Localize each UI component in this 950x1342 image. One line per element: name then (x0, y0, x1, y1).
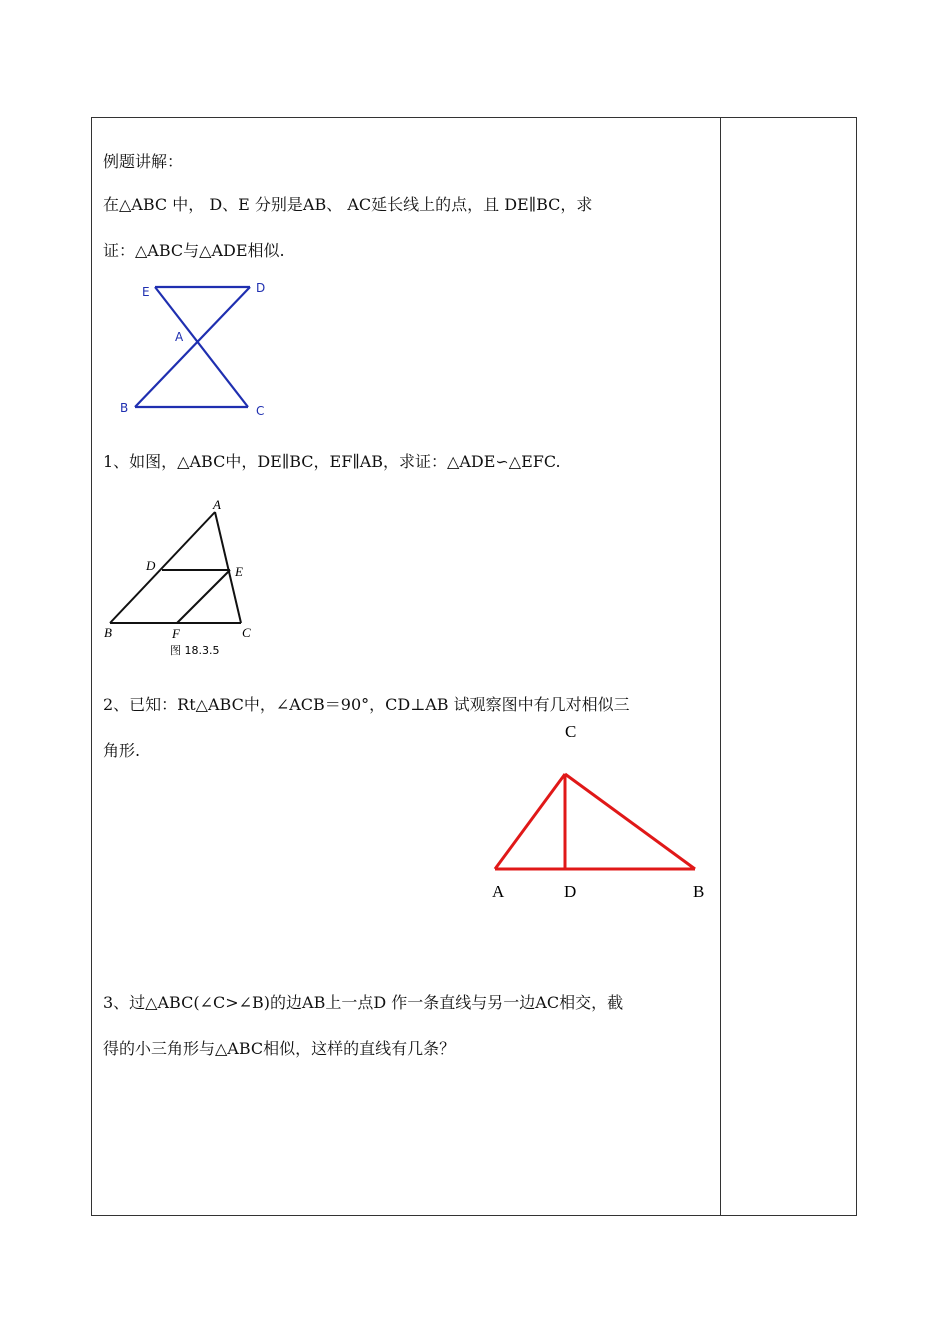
column-divider (720, 117, 721, 1216)
segment-CB (565, 774, 695, 869)
q3-line-1: 3、过△ABC(∠C>∠B)的边AB上一点D 作一条直线与另一边AC相交，截 (103, 993, 624, 1012)
label-A: A (492, 882, 505, 901)
label-C: C (565, 722, 577, 741)
label-B: B (693, 882, 705, 901)
segment-AB (110, 512, 215, 623)
segment-AC (495, 774, 565, 869)
label-D: D (564, 882, 577, 901)
q1-text: 1、如图，△ABC中，DE∥BC，EF∥AB，求证：△ADE∽△EFC. (103, 452, 561, 471)
label-A: A (175, 330, 184, 344)
label-D: D (146, 558, 156, 573)
label-C: C (242, 625, 251, 640)
segment-EF (177, 570, 230, 623)
q2-line-1: 2、已知：Rt△ABC中，∠ACB＝90°，CD⊥AB 试观察图中有几对相似三 (103, 695, 630, 714)
q2-line-2: 角形. (103, 741, 141, 760)
label-B: B (120, 401, 129, 415)
q3-line-2: 得的小三角形与△ABC相似，这样的直线有几条？ (103, 1039, 456, 1058)
example-figure (110, 275, 280, 425)
label-B: B (104, 625, 112, 640)
label-F: F (172, 626, 180, 641)
label-D: D (256, 281, 266, 295)
label-C: C (256, 404, 265, 418)
example-line-2: 证：△ABC与△ADE相似. (103, 241, 285, 260)
label-E: E (142, 285, 150, 299)
figure-caption: 图 18.3.5 (170, 644, 220, 657)
q1-figure (100, 495, 270, 660)
label-A: A (213, 497, 221, 512)
label-E: E (235, 564, 243, 579)
q2-figure (480, 715, 720, 915)
example-line-1: 在△ABC 中， D、E 分别是AB、 AC延长线上的点，且 DE∥BC，求 (103, 195, 593, 214)
example-heading: 例题讲解： (103, 152, 184, 171)
